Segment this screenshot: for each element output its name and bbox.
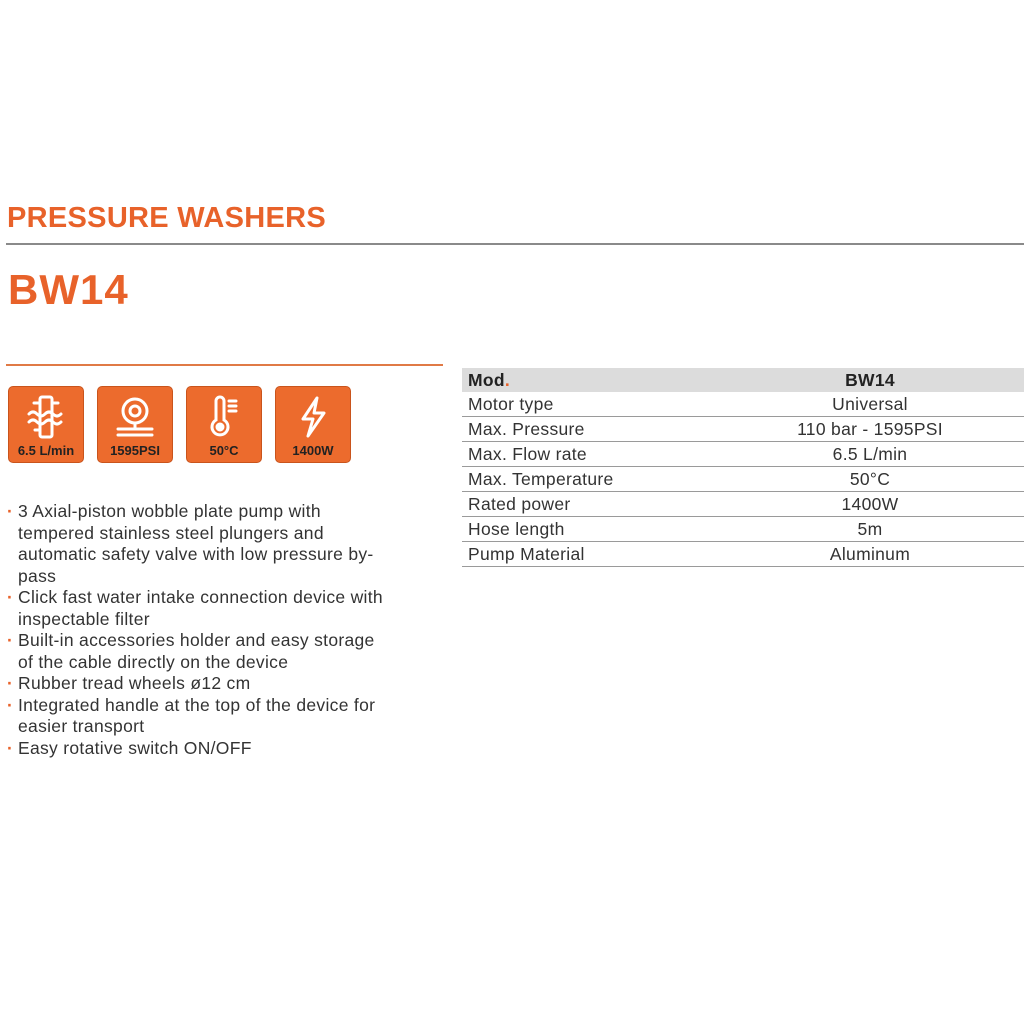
spec-label: Motor type bbox=[462, 392, 716, 417]
spec-value: 50°C bbox=[716, 467, 1024, 492]
spec-value: 1400W bbox=[716, 492, 1024, 517]
spec-header-row bbox=[462, 368, 1024, 392]
spec-value: Aluminum bbox=[716, 542, 1024, 567]
feature-item: · Click fast water intake connection device with inspectable filter bbox=[7, 587, 387, 630]
flow-rate-badge bbox=[8, 386, 84, 463]
spec-label: Pump Material bbox=[462, 542, 716, 567]
feature-item: · Built-in accessories holder and easy storage of the cable directly on the device bbox=[7, 630, 387, 673]
power-label: 1400W bbox=[292, 443, 334, 458]
feature-item: · 3 Axial-piston wobble plate pump with tempered stainless steel plungers and automatic safety valve with low pressure by-pass bbox=[7, 501, 387, 587]
spec-label: Max. Pressure bbox=[462, 417, 716, 442]
spec-label: Hose length bbox=[462, 517, 716, 542]
feature-item: · Integrated handle at the top of the device for easier transport bbox=[7, 695, 387, 738]
spec-value: 110 bar - 1595PSI bbox=[716, 417, 1024, 442]
spec-table bbox=[462, 368, 1024, 567]
power-badge bbox=[275, 386, 351, 463]
spec-label: Max. Flow rate bbox=[462, 442, 716, 467]
table-row bbox=[462, 542, 1024, 567]
temperature-label: 50°C bbox=[209, 443, 239, 458]
header-divider bbox=[6, 243, 1024, 245]
pressure-badge bbox=[97, 386, 173, 463]
feature-list bbox=[7, 501, 387, 759]
table-row bbox=[462, 492, 1024, 517]
table-row bbox=[462, 442, 1024, 467]
feature-icons bbox=[8, 386, 351, 463]
spec-value: 6.5 L/min bbox=[716, 442, 1024, 467]
spec-header-value: BW14 bbox=[716, 368, 1024, 392]
flow-rate-label: 6.5 L/min bbox=[17, 443, 75, 458]
table-row bbox=[462, 417, 1024, 442]
thermometer-icon bbox=[201, 394, 247, 440]
pressure-label: 1595PSI bbox=[110, 443, 160, 458]
category-title: PRESSURE WASHERS bbox=[7, 202, 327, 234]
spec-value: Universal bbox=[716, 392, 1024, 417]
spec-label: Max. Temperature bbox=[462, 467, 716, 492]
model-title: BW14 bbox=[8, 266, 129, 313]
table-row bbox=[462, 467, 1024, 492]
section-divider bbox=[6, 364, 443, 366]
feature-item: · Rubber tread wheels ø12 cm bbox=[7, 673, 387, 695]
temperature-badge bbox=[186, 386, 262, 463]
pressure-gauge-icon bbox=[112, 394, 158, 440]
spec-label: Rated power bbox=[462, 492, 716, 517]
spec-header-label: Mod. bbox=[462, 368, 716, 392]
flow-rate-icon bbox=[23, 394, 69, 440]
lightning-icon bbox=[290, 394, 336, 440]
feature-item: · Easy rotative switch ON/OFF bbox=[7, 738, 387, 760]
table-row bbox=[462, 517, 1024, 542]
spec-value: 5m bbox=[716, 517, 1024, 542]
table-row bbox=[462, 392, 1024, 417]
